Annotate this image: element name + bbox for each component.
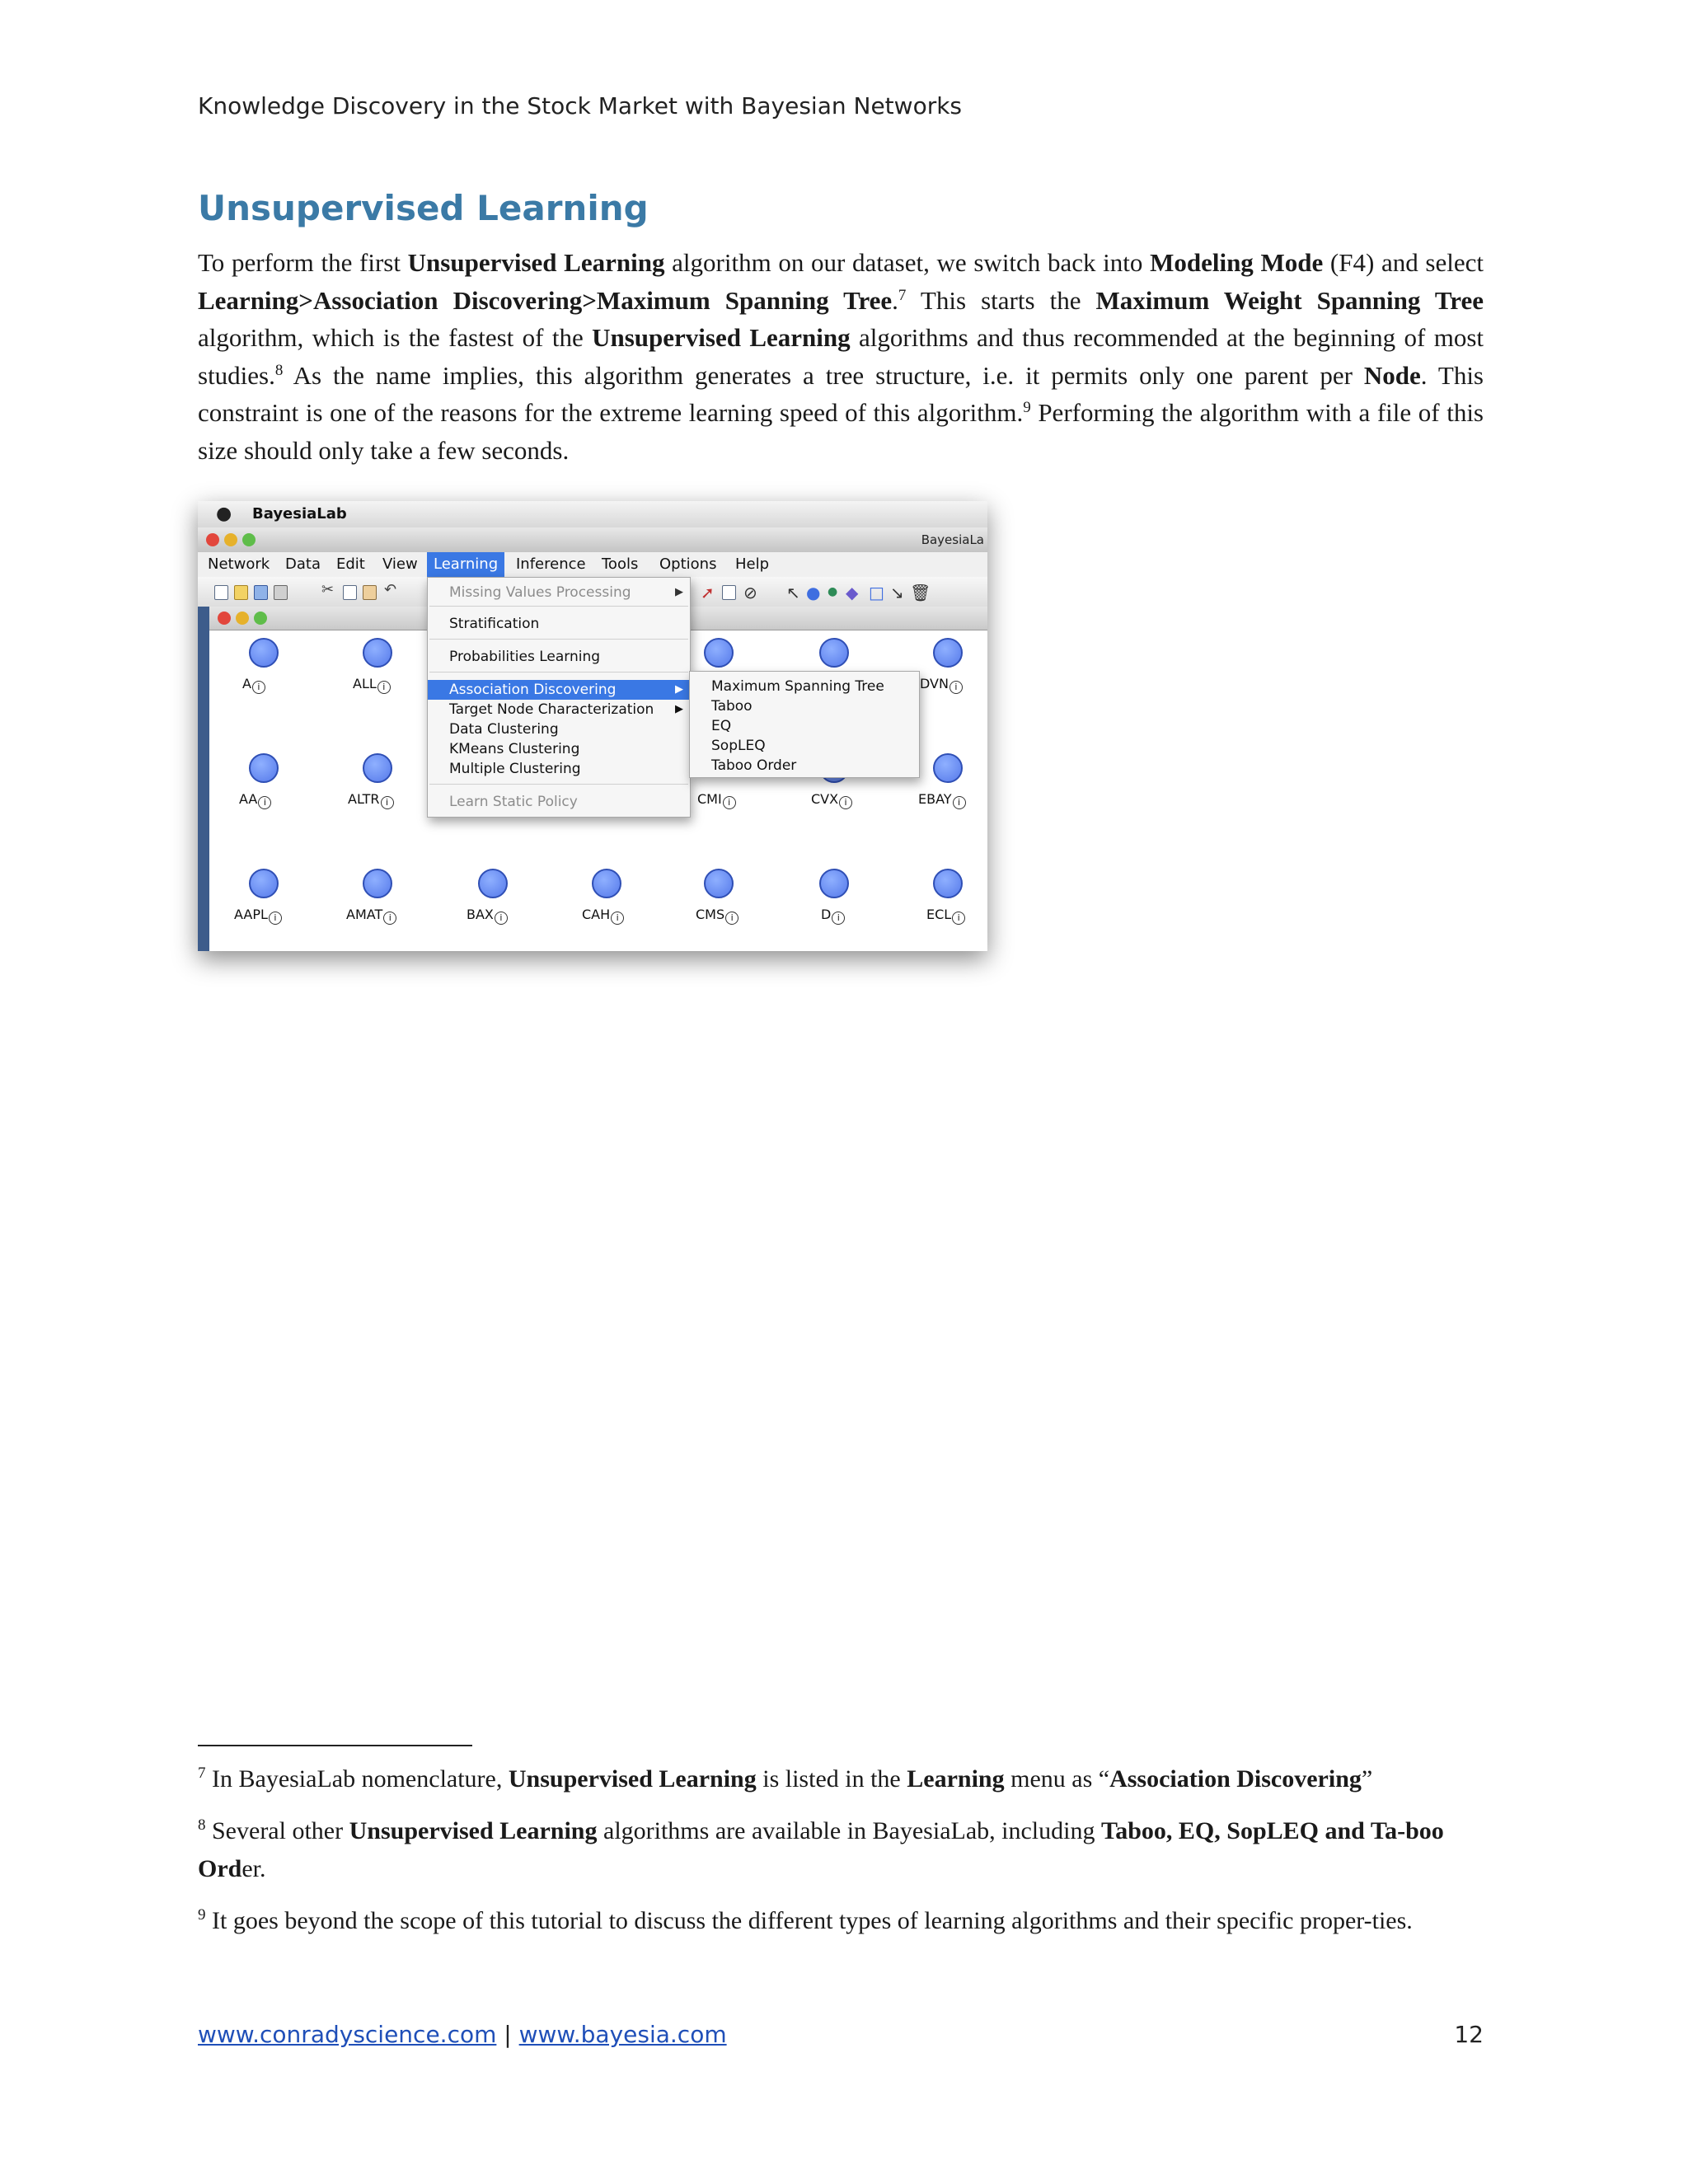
- node-cms[interactable]: [704, 869, 734, 898]
- menu-separator: [429, 672, 688, 673]
- running-header: Knowledge Discovery in the Stock Market with Bayesian Networks: [198, 92, 963, 120]
- bayesialab-screenshot: [198, 501, 987, 951]
- window-titlebar: [198, 527, 987, 553]
- menu-item-target-node[interactable]: Target Node Characterization ▶: [449, 701, 683, 718]
- info-icon[interactable]: i: [953, 796, 966, 809]
- new-file-icon[interactable]: [214, 585, 228, 600]
- node-label: AA i: [239, 791, 271, 809]
- menu-item-data-clustering[interactable]: Data Clustering: [449, 721, 559, 738]
- node-label: AMAT i: [346, 907, 396, 925]
- close-window-icon[interactable]: [206, 533, 219, 546]
- info-icon[interactable]: i: [495, 912, 508, 925]
- info-icon[interactable]: i: [258, 796, 271, 809]
- footnote-9: $^9$ It goes beyond the scope of this tutorial to discuss the different types of learning algorithms and their specific proper-ties.: [198, 1906, 1413, 1934]
- info-icon[interactable]: i: [950, 681, 963, 694]
- info-icon[interactable]: i: [377, 681, 391, 694]
- info-icon[interactable]: i: [611, 912, 624, 925]
- submenu-arrow-icon: ▶: [675, 586, 683, 598]
- node[interactable]: [819, 638, 849, 668]
- footer-links: www.conradyscience.com | www.bayesia.com: [198, 2021, 727, 2048]
- submenu-item-taboo-order[interactable]: Taboo Order: [711, 757, 797, 774]
- submenu-item-taboo[interactable]: Taboo: [711, 698, 753, 715]
- info-icon[interactable]: i: [725, 912, 738, 925]
- association-submenu: [689, 671, 920, 778]
- save-icon[interactable]: [254, 585, 268, 600]
- menu-item-association-discovering[interactable]: Association Discovering ▶: [428, 680, 690, 700]
- node-label: CMI i: [697, 791, 736, 809]
- node-label: DVN i: [920, 676, 963, 694]
- node-label: D i: [821, 907, 845, 925]
- node-label: ALTR i: [348, 791, 394, 809]
- node-label: ECL i: [926, 907, 965, 925]
- menu-options[interactable]: Options: [659, 555, 717, 573]
- node-label: AAPL i: [234, 907, 282, 925]
- node-a[interactable]: [249, 638, 279, 668]
- node-ebay[interactable]: [933, 753, 963, 783]
- footnote-8: $^8$ Several other Unsupervised Learning algorithms are available in BayesiaLab, including Taboo, EQ, SopLEQ and Ta-boo Order.: [198, 1816, 1444, 1882]
- node[interactable]: [704, 638, 734, 668]
- submenu-arrow-icon: ▶: [675, 703, 683, 715]
- print-icon[interactable]: [274, 585, 288, 600]
- minimize-network-icon[interactable]: [236, 612, 249, 625]
- footnote-rule: [198, 1745, 472, 1746]
- submenu-item-maximum-spanning-tree[interactable]: Maximum Spanning Tree: [711, 678, 884, 695]
- node-altr[interactable]: [363, 753, 392, 783]
- menu-view[interactable]: View: [382, 555, 418, 573]
- footnote-ref-9[interactable]: 9: [1023, 399, 1031, 416]
- node-label: EBAY i: [918, 791, 966, 809]
- submenu-item-sopleq[interactable]: SopLEQ: [711, 738, 766, 754]
- info-icon[interactable]: i: [839, 796, 852, 809]
- menu-item-multiple-clustering[interactable]: Multiple Clustering: [449, 761, 581, 777]
- no-selection-icon[interactable]: ⊘: [743, 583, 757, 602]
- undo-icon[interactable]: ↶: [384, 581, 397, 598]
- menu-item-probabilities-learning[interactable]: Probabilities Learning: [449, 649, 601, 665]
- pointer-icon[interactable]: ↖: [786, 583, 800, 602]
- diamond-node-icon[interactable]: ◆: [846, 583, 859, 602]
- menu-item-kmeans[interactable]: KMeans Clustering: [449, 741, 580, 757]
- bayesia-link[interactable]: www.bayesia.com: [518, 2021, 727, 2048]
- node-aapl[interactable]: [249, 869, 279, 898]
- submenu-item-eq[interactable]: EQ: [711, 718, 732, 734]
- info-icon[interactable]: i: [381, 796, 394, 809]
- menu-separator: [429, 639, 688, 640]
- node-amat[interactable]: [363, 869, 392, 898]
- menu-item-missing-values[interactable]: Missing Values Processing ▶: [449, 584, 683, 601]
- apple-icon: ●: [216, 504, 232, 524]
- sidebar-edge: [198, 607, 209, 951]
- node-label: ALL i: [353, 676, 391, 694]
- menu-network[interactable]: Network: [208, 555, 270, 573]
- menu-item-stratification[interactable]: Stratification: [449, 616, 540, 632]
- window-title: BayesiaLa: [921, 532, 984, 547]
- info-icon[interactable]: i: [723, 796, 736, 809]
- menu-data[interactable]: Data: [285, 555, 321, 573]
- info-icon[interactable]: i: [832, 912, 845, 925]
- cut-icon[interactable]: ✂: [321, 581, 335, 598]
- node-dvn[interactable]: [933, 638, 963, 668]
- node-label: CAH i: [582, 907, 624, 925]
- menu-tools[interactable]: Tools: [602, 555, 639, 573]
- menu-edit[interactable]: Edit: [336, 555, 365, 573]
- info-icon[interactable]: i: [252, 681, 265, 694]
- menu-inference[interactable]: Inference: [516, 555, 586, 573]
- section-title: Unsupervised Learning: [198, 188, 649, 228]
- mac-menubar: [198, 501, 987, 528]
- node-label: BAX i: [467, 907, 508, 925]
- menu-help[interactable]: Help: [735, 555, 770, 573]
- node-all[interactable]: [363, 638, 392, 668]
- zoom-network-icon[interactable]: [254, 612, 267, 625]
- node-label: A i: [242, 676, 265, 694]
- footnote-ref-7[interactable]: 7: [898, 286, 907, 304]
- node-aa[interactable]: [249, 753, 279, 783]
- paste-icon[interactable]: [363, 585, 377, 600]
- footnote-ref-8[interactable]: 8: [274, 361, 284, 379]
- zoom-window-icon[interactable]: [242, 533, 256, 546]
- frame-tool-icon[interactable]: [722, 585, 736, 600]
- node-circle-icon[interactable]: ●: [806, 583, 821, 602]
- conradyscience-link[interactable]: www.conradyscience.com: [198, 2021, 497, 2048]
- app-menubar: [198, 552, 987, 578]
- close-network-icon[interactable]: [218, 612, 231, 625]
- submenu-arrow-icon: ▶: [675, 683, 683, 696]
- menu-item-learn-static-policy[interactable]: Learn Static Policy: [449, 794, 578, 810]
- node-cah[interactable]: [592, 869, 621, 898]
- node-d[interactable]: [819, 869, 849, 898]
- node-ecl[interactable]: [933, 869, 963, 898]
- info-icon[interactable]: i: [383, 912, 396, 925]
- copy-icon[interactable]: [343, 585, 357, 600]
- info-icon[interactable]: i: [952, 912, 965, 925]
- node-label: CVX i: [811, 791, 852, 809]
- menu-learning[interactable]: Learning: [427, 552, 504, 577]
- body-paragraph: To perform the first Unsupervised Learning algorithm on our dataset, we switch back into Modeling Mode (F4) and select Learning>Association Discovering>Maximum Spanning Tree.$^7$ This starts the Maximum Weight Spanning Tree algorithm, which is the fastest of the Unsupervised Learning algorithms and thus recommended at the beginning of most studies.$^8$ As the name implies, this algorithm generates a tree structure, i.e. it permits only one parent per Node. This constraint is one of the reasons for the extreme learning speed of this algorithm.$^9$ Performing the algorithm with a file of this size should only take a few seconds.: [198, 248, 1484, 465]
- menu-separator: [429, 784, 688, 785]
- footnote-7: $^7$ In BayesiaLab nomenclature, Unsupervised Learning is listed in the Learning menu as “Association Discovering”: [198, 1765, 1373, 1793]
- small-node-icon[interactable]: ●: [828, 585, 838, 598]
- minimize-window-icon[interactable]: [224, 533, 237, 546]
- app-name: BayesiaLab: [252, 505, 347, 523]
- node-bax[interactable]: [478, 869, 508, 898]
- menu-separator: [429, 606, 688, 607]
- square-node-icon[interactable]: □: [869, 583, 884, 602]
- arc-tool-icon[interactable]: ↘: [890, 583, 904, 602]
- node-label: CMS i: [696, 907, 738, 925]
- trash-icon[interactable]: 🗑: [910, 583, 931, 602]
- learning-dropdown: [427, 577, 691, 818]
- info-icon[interactable]: i: [269, 912, 282, 925]
- open-folder-icon[interactable]: [234, 585, 248, 600]
- node-tool-icon[interactable]: ➚: [701, 583, 715, 602]
- page-number: 12: [1454, 2021, 1484, 2048]
